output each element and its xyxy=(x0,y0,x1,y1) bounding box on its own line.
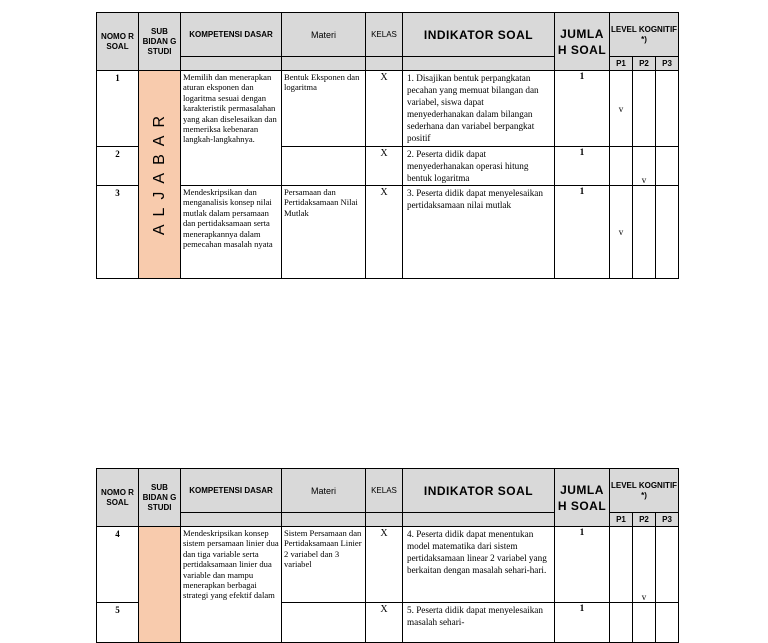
jumlah-soal: 1 xyxy=(555,527,610,603)
sub-bidang-cell xyxy=(139,527,181,643)
p3-mark xyxy=(656,186,679,279)
p3-mark xyxy=(656,147,679,186)
p1-mark: v xyxy=(610,186,633,279)
jumlah-soal: 1 xyxy=(555,147,610,186)
materi xyxy=(282,147,366,186)
p3-mark xyxy=(656,603,679,643)
header-indikator-soal: INDIKATOR SOAL xyxy=(403,469,555,513)
p1-mark xyxy=(610,603,633,643)
jumlah-soal: 1 xyxy=(555,71,610,147)
header-sub-bidang: SUB BIDAN G STUDI xyxy=(139,469,181,527)
indikator-soal: 5. Peserta didik dapat menyelesaikan masalah sehari- xyxy=(403,603,555,643)
p2-mark: v xyxy=(633,527,656,603)
indikator-soal: 4. Peserta didik dapat menentukan model matematika dari sistem pertidaksamaan linear 2 variabel yang berkaitan dengan masalah sehari-hari. xyxy=(403,527,555,603)
header-p3: P3 xyxy=(656,513,679,527)
header-kompetensi-dasar: KOMPETENSI DASAR xyxy=(181,469,282,513)
header-spacer xyxy=(282,57,366,71)
header-spacer xyxy=(181,57,282,71)
header-nomor-soal: NOMO R SOAL xyxy=(97,469,139,527)
header-materi: Materi xyxy=(282,469,366,513)
kisi-kisi-table-1 xyxy=(96,12,679,279)
p3-mark xyxy=(656,71,679,147)
header-level-kognitif: LEVEL KOGNITIF *) xyxy=(610,469,679,513)
header-p3: P3 xyxy=(656,57,679,71)
sub-bidang-label: ALJABAR xyxy=(150,108,168,236)
kelas: X xyxy=(366,527,403,603)
p3-mark xyxy=(656,527,679,603)
kelas: X xyxy=(366,603,403,643)
jumlah-soal: 1 xyxy=(555,603,610,643)
header-spacer xyxy=(403,513,555,527)
header-materi: Materi xyxy=(282,13,366,57)
header-spacer xyxy=(366,513,403,527)
nomor-soal: 3 xyxy=(97,186,139,279)
header-p1: P1 xyxy=(610,57,633,71)
materi: Bentuk Eksponen dan logaritma xyxy=(282,71,366,147)
header-level-kognitif: LEVEL KOGNITIF *) xyxy=(610,13,679,57)
kompetensi-dasar: Mendeskripsikan dan menganalisis konsep nilai mutlak dalam persamaan dan pertidaksamaan serta menerapkannya dalam pemecahan masalah nyata xyxy=(181,186,282,279)
nomor-soal: 2 xyxy=(97,147,139,186)
header-jumlah-soal: JUMLA H SOAL xyxy=(555,13,610,71)
p2-mark xyxy=(633,71,656,147)
p1-mark xyxy=(610,147,633,186)
p2-mark xyxy=(633,186,656,279)
header-indikator-soal: INDIKATOR SOAL xyxy=(403,13,555,57)
kisi-kisi-table-2 xyxy=(96,468,679,643)
table-row xyxy=(97,71,679,147)
p1-mark xyxy=(610,527,633,603)
header-spacer xyxy=(181,513,282,527)
header-kompetensi-dasar: KOMPETENSI DASAR xyxy=(181,13,282,57)
header-spacer xyxy=(366,57,403,71)
header-spacer xyxy=(282,513,366,527)
nomor-soal: 1 xyxy=(97,71,139,147)
table-row xyxy=(97,527,679,603)
header-kelas: KELAS xyxy=(366,13,403,57)
materi: Persamaan dan Pertidaksamaan Nilai Mutlak xyxy=(282,186,366,279)
kelas: X xyxy=(366,71,403,147)
header-jumlah-soal: JUMLA H SOAL xyxy=(555,469,610,527)
header-p2: P2 xyxy=(633,513,656,527)
header-spacer xyxy=(403,57,555,71)
header-p1: P1 xyxy=(610,513,633,527)
header-kelas: KELAS xyxy=(366,469,403,513)
table-row xyxy=(97,186,679,279)
materi: Sistem Persamaan dan Pertidaksamaan Linier 2 variabel dan 3 variabel xyxy=(282,527,366,603)
kompetensi-dasar: Memilih dan menerapkan aturan eksponen dan logaritma sesuai dengan karakteristik permasalahan yang akan diselesaikan dan memeriksa kebenaran langkah-langkahnya. xyxy=(181,71,282,186)
header-sub-bidang: SUB BIDAN G STUDI xyxy=(139,13,181,71)
p1-mark: v xyxy=(610,71,633,147)
nomor-soal: 4 xyxy=(97,527,139,603)
indikator-soal: 1. Disajikan bentuk perpangkatan pecahan yang memuat bilangan dan variabel, siswa dapat menyederhanakan dalam bilangan sederhana dan variabel berpangkat positif xyxy=(403,71,555,147)
nomor-soal: 5 xyxy=(97,603,139,643)
indikator-soal: 2. Peserta didik dapat menyederhanakan operasi hitung bentuk logaritma xyxy=(403,147,555,186)
p2-mark xyxy=(633,603,656,643)
kompetensi-dasar: Mendeskripsikan konsep sistem persamaan linier dua dan tiga variable serta pertidaksamaan linier dua variable dan mampu menerapkan berbagai strategi yang efektif dalam xyxy=(181,527,282,643)
header-nomor-soal: NOMO R SOAL xyxy=(97,13,139,71)
sub-bidang-cell xyxy=(139,71,181,279)
jumlah-soal: 1 xyxy=(555,186,610,279)
materi xyxy=(282,603,366,643)
kelas: X xyxy=(366,186,403,279)
p2-mark: v xyxy=(633,147,656,186)
indikator-soal: 3. Peserta didik dapat menyelesaikan pertidaksamaan nilai mutlak xyxy=(403,186,555,279)
header-p2: P2 xyxy=(633,57,656,71)
kelas: X xyxy=(366,147,403,186)
